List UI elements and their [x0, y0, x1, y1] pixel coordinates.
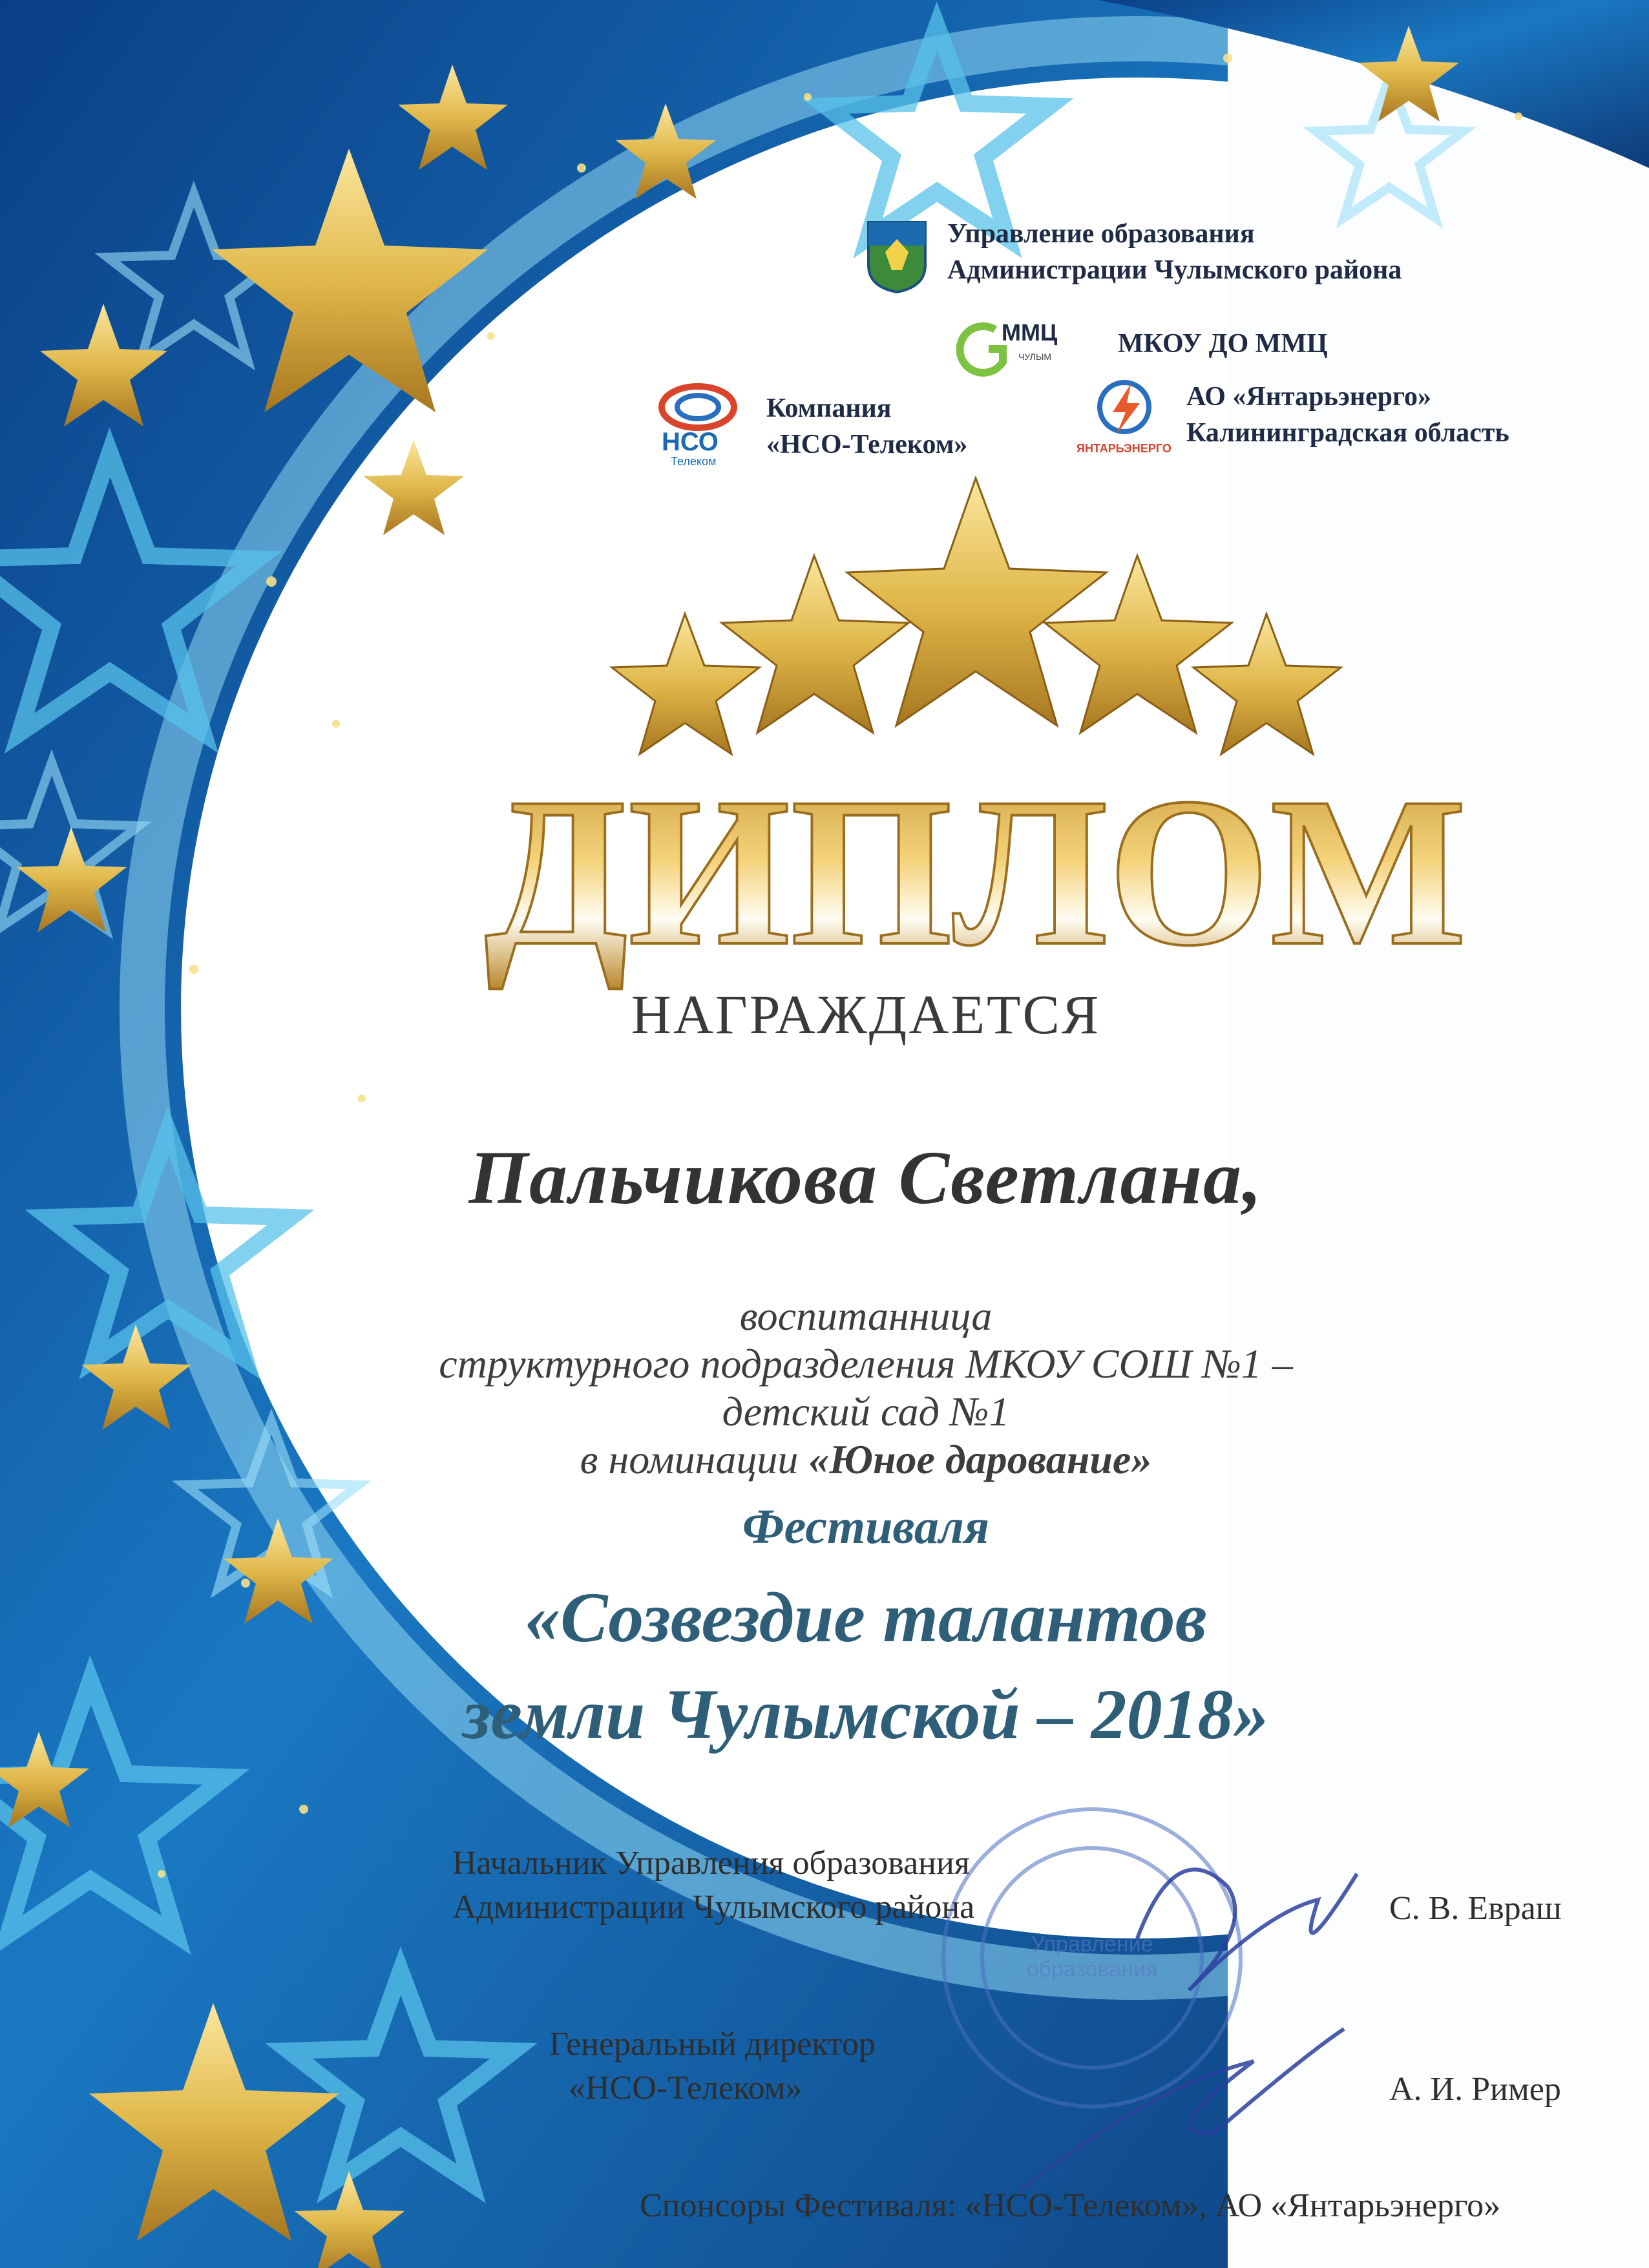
yantar-lightning-icon	[1060, 375, 1189, 439]
yantar-line2: Калининградская область	[1186, 418, 1509, 448]
telecom-name	[766, 390, 967, 463]
signatory-2-title	[549, 2022, 876, 2110]
signatory-1-line2: Администрации Чулымского района	[452, 1889, 975, 1926]
awarded-label: НАГРАЖДАЕТСЯ	[631, 983, 1101, 1045]
edu-admin-line2: Администрации Чулымского района	[947, 255, 1402, 285]
recipient-description	[362, 1292, 1370, 1484]
edu-admin-line1: Управление образования	[947, 219, 1255, 249]
telecom-logo	[653, 381, 743, 472]
yantar-line1: АО «Янтарьэнерго»	[1186, 382, 1432, 412]
mmc-name: МКОУ ДО ММЦ	[1118, 329, 1328, 359]
signatory-1-line1: Начальник Управления образования	[452, 1845, 970, 1882]
coat-of-arms-icon	[866, 220, 928, 295]
signatory-1-name: С. В. Евраш	[1389, 1890, 1562, 1927]
recipient-name: Пальчикова Светлана,	[468, 1135, 1263, 1220]
desc-line2: структурного подразделения МКОУ СОШ №1 –	[439, 1341, 1293, 1387]
signatory-2-line2: «НСО-Телеком»	[569, 2070, 803, 2106]
telecom-line1: Компания	[766, 394, 892, 423]
edu-admin-logo	[866, 220, 928, 295]
diploma-title	[465, 756, 1486, 1002]
desc-line1: воспитанница	[739, 1293, 993, 1339]
mmc-logo	[956, 317, 1086, 381]
signatory-2-name: А. И. Ример	[1389, 2071, 1561, 2108]
desc-line3: детский сад №1	[722, 1389, 1010, 1434]
festival-name-line1: «Созвездие талантов	[525, 1578, 1207, 1657]
nomination-line	[362, 1436, 1370, 1484]
edu-admin-name	[947, 216, 1402, 288]
festival-label: Фестиваля	[742, 1500, 990, 1554]
signatory-1-title	[452, 1842, 974, 1929]
telecom-line2: «НСО-Телеком»	[766, 430, 968, 459]
telecom-logo-text: НСО	[662, 428, 719, 456]
yantar-logo-sub: ЯНТАРЬЭНЕРГО	[1077, 442, 1171, 455]
mmc-logo-sub: ЧУЛЫМ	[1018, 352, 1052, 362]
diploma-title-text: ДИПЛОМ	[485, 756, 1467, 990]
yantar-name	[1186, 379, 1509, 451]
signatory-2-line1: Генеральный директор	[549, 2026, 876, 2063]
festival-name-line2: земли Чулымской – 2018»	[463, 1675, 1269, 1754]
nomination-prefix: в номинации	[580, 1436, 809, 1482]
mmc-logo-text: ММЦ	[1002, 319, 1058, 346]
telecom-logo-sub: Телеком	[671, 455, 717, 468]
yantar-logo	[1060, 375, 1189, 465]
stamp-text: Управление образования	[1026, 1932, 1158, 1982]
nomination-name: «Юное дарование»	[808, 1436, 1152, 1482]
sponsors-line: Спонсоры Фестиваля: «НСО-Телеком», АО «Янтарьэнерго»	[640, 2187, 1501, 2224]
